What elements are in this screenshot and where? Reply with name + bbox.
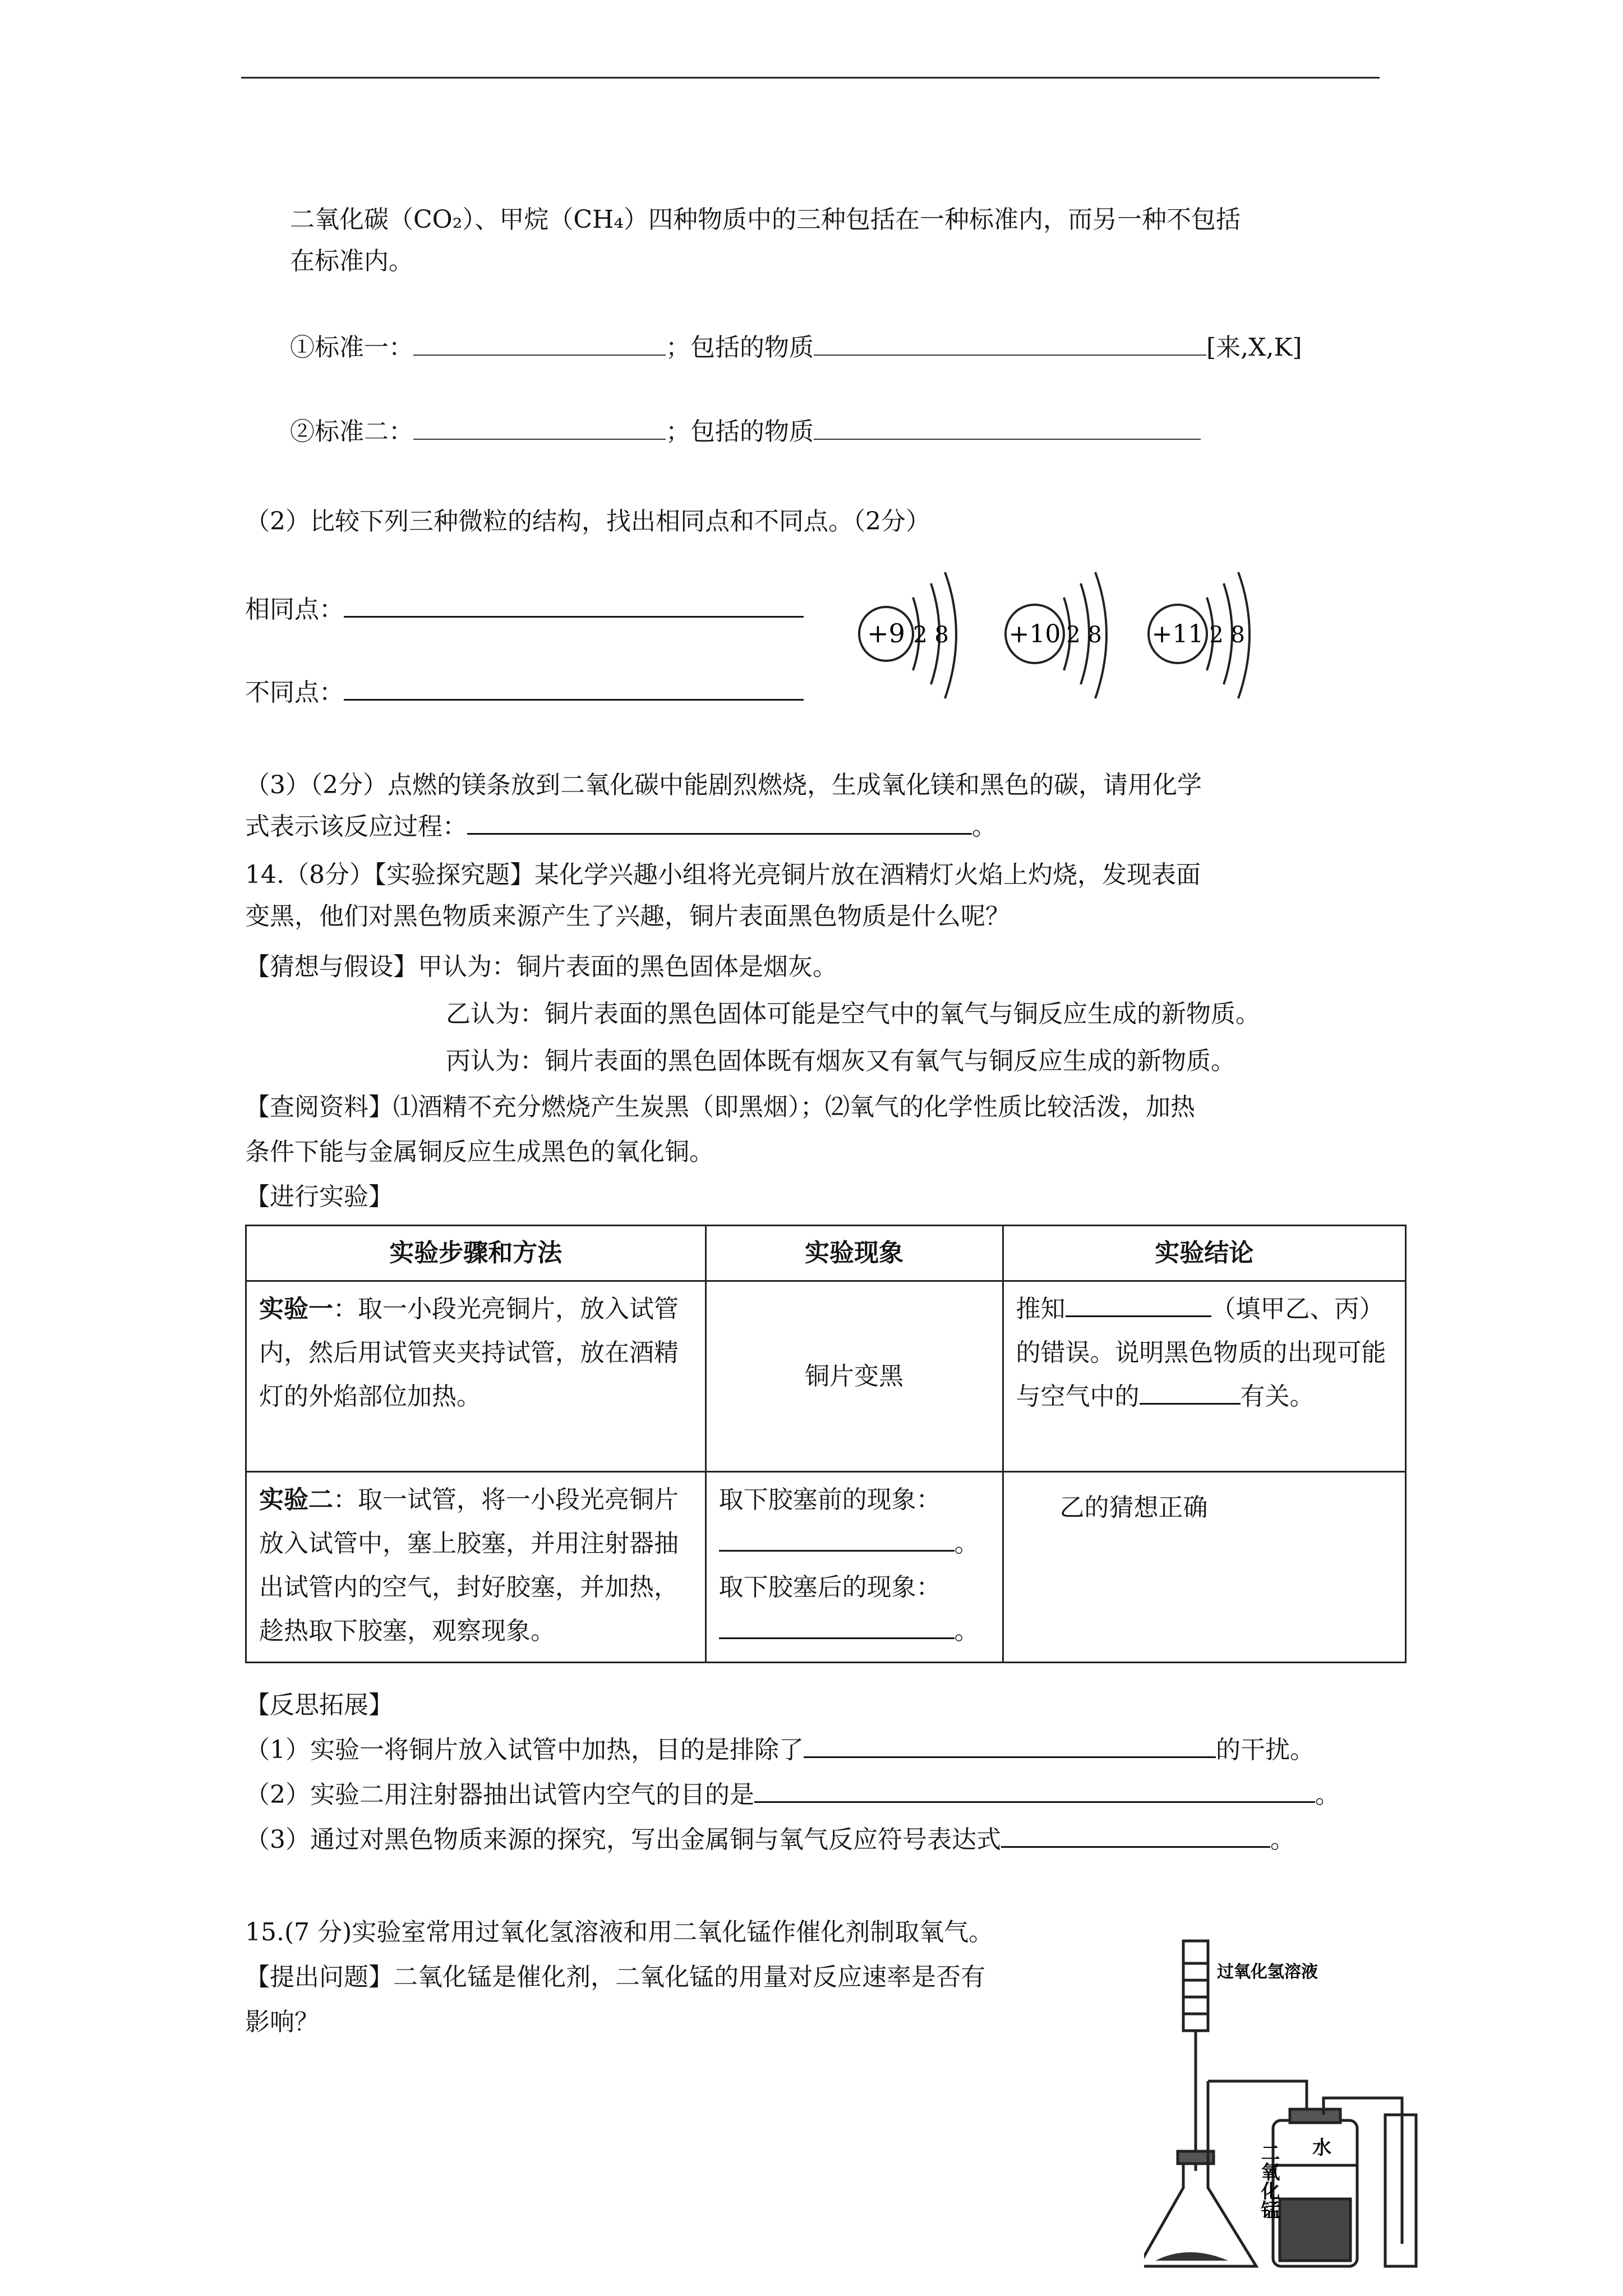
diff-point-label: 不同点： [245, 678, 344, 707]
hypothesis-bing: 丙认为：铜片表面的黑色固体既有烟灰又有氧气与铜反应生成的新物质。 [446, 1047, 1235, 1075]
reflection-2-period: 。 [1315, 1780, 1340, 1809]
exp2-conclusion: 乙的猜想正确 [1003, 1472, 1406, 1663]
reflection-3 [245, 1823, 1295, 1857]
hypothesis-yi: 乙认为：铜片表面的黑色固体可能是空气中的氧气与铜反应生成的新物质。 [446, 1000, 1260, 1028]
exp2-before-line [719, 1522, 990, 1566]
q13-part3-line1: （3）（2分）点燃的镁条放到二氧化碳中能剧烈燃烧，生成氧化镁和黑色的碳，请用化学 [245, 771, 1202, 799]
exp1-steps-cell [246, 1281, 706, 1472]
table-row-experiment-one [246, 1281, 1406, 1472]
standard-one [290, 331, 1302, 365]
standard-two-blank[interactable] [413, 416, 666, 440]
experiment-table [245, 1225, 1407, 1663]
header-conclusion: 实验结论 [1003, 1226, 1406, 1281]
atom-diagram-2 [1006, 572, 1106, 698]
atom-structure-diagrams [847, 567, 1295, 718]
conical-flask-icon [1144, 2160, 1256, 2266]
standard-two-mid: ；包括的物质 [666, 417, 814, 446]
header-rule [241, 77, 1380, 79]
same-point-label: 相同点： [245, 595, 344, 624]
exp2-before-period: 。 [954, 1529, 979, 1558]
exp1-person-blank[interactable] [1066, 1293, 1211, 1317]
exp1-phenomenon: 铜片变黑 [706, 1281, 1003, 1472]
atom-3-shells: 2 8 [1209, 622, 1245, 648]
exp1-concl-a: 推知 [1016, 1295, 1066, 1323]
exp2-label: 实验二 [259, 1485, 333, 1514]
standard-one-label: ①标准一： [290, 333, 413, 362]
standard-one-blank[interactable] [413, 332, 666, 356]
reflection-1-blank[interactable] [804, 1734, 1216, 1758]
q13-line1: 二氧化碳（CO₂）、甲烷（CH₄）四种物质中的三种包括在一种标准内，而另一种不包括 [290, 205, 1241, 234]
exp1-label: 实验一 [259, 1295, 333, 1323]
reflection-1-a: （1）实验一将铜片放入试管中加热，目的是排除了 [245, 1736, 804, 1764]
atom-1-shells: 2 8 [913, 622, 949, 648]
atom-1-nucleus: +9 [867, 618, 905, 648]
atom-2-shells: 2 8 [1066, 622, 1102, 648]
dropping-funnel-icon [1183, 1941, 1208, 2031]
reflection-1 [245, 1733, 1315, 1767]
q14-line2: 变黑，他们对黑色物质来源产生了兴趣，铜片表面黑色物质是什么呢？ [245, 902, 1010, 931]
exp2-steps-cell [246, 1472, 706, 1663]
experiment-title: 【进行实验】 [245, 1182, 393, 1211]
label-mno2: 二氧化锰 [1257, 2143, 1280, 2219]
same-point-blank[interactable] [344, 593, 804, 618]
table-row-experiment-two [246, 1472, 1406, 1663]
q13-line2: 在标准内。 [290, 247, 413, 275]
part3-end: 。 [972, 812, 997, 841]
reaction-equation-blank[interactable] [467, 811, 972, 835]
exp2-steps: ：取一试管，将一小段光亮铜片放入试管中，塞上胶塞，并用注射器抽出试管内的空气，封好胶塞，并加热，趁热取下胶塞，观察现象。 [259, 1485, 679, 1645]
diff-point [245, 676, 804, 710]
standard-two-label: ②标准二： [290, 417, 413, 446]
standard-two-substances-blank[interactable] [814, 416, 1201, 440]
reference-line1: 【查阅资料】⑴酒精不充分燃烧产生炭黑（即黑烟）；⑵氧气的化学性质比较活泼，加热 [245, 1093, 1195, 1121]
reflection-2-blank[interactable] [754, 1779, 1315, 1803]
part3-label: 式表示该反应过程： [245, 812, 467, 841]
exp1-concl-c: 有关。 [1240, 1382, 1315, 1411]
reflection-1-b: 的干扰。 [1216, 1736, 1315, 1764]
q15-line1: 15.(7 分)实验室常用过氧化氢溶液和用二氧化锰作催化剂制取氧气。 [245, 1918, 994, 1947]
atom-2-nucleus: +10 [1008, 620, 1061, 648]
reflection-3-text: （3）通过对黑色物质来源的探究，写出金属铜与氧气反应符号表达式 [245, 1825, 1001, 1854]
exp2-before-label: 取下胶塞前的现象： [718, 1485, 941, 1514]
standard-two [290, 415, 1201, 449]
atom-diagram-3 [1149, 572, 1249, 698]
exp2-after-period: 。 [954, 1617, 979, 1645]
q14-line1: 14.（8分）【实验探究题】某化学兴趣小组将光亮铜片放在酒精灯火焰上灼烧，发现表面 [245, 861, 1201, 889]
standard-one-mid: ；包括的物质 [666, 333, 814, 362]
standard-one-tail: [来,X,K] [1206, 333, 1302, 362]
hypothesis-jia: 【猜想与假设】甲认为：铜片表面的黑色固体是烟灰。 [245, 953, 837, 981]
exp1-air-blank[interactable] [1140, 1381, 1241, 1405]
reflection-3-blank[interactable] [1001, 1824, 1270, 1848]
q13-part3-line2 [245, 810, 997, 844]
exp1-conclusion-cell [1003, 1281, 1406, 1472]
q15-line2: 【提出问题】二氧化锰是催化剂，二氧化锰的用量对反应速率是否有 [245, 1963, 985, 1991]
label-water: 水 [1312, 2137, 1331, 2159]
diff-point-blank[interactable] [344, 677, 804, 701]
atom-3-nucleus: +11 [1151, 620, 1204, 648]
same-point [245, 593, 804, 627]
reference-line2: 条件下能与金属铜反应生成黑色的氧化铜。 [245, 1138, 714, 1166]
atom-diagram-1 [859, 572, 956, 698]
reflection-3-period: 。 [1270, 1825, 1295, 1854]
exp2-after-blank[interactable] [719, 1615, 955, 1639]
reflection-title: 【反思拓展】 [245, 1691, 393, 1719]
oxygen-apparatus-figure [1144, 1930, 1424, 2277]
q15-line3: 影响？ [245, 2008, 319, 2036]
q13-part2: （2）比较下列三种微粒的结构，找出相同点和不同点。（2分） [245, 507, 930, 536]
exp1-concl-b: （填甲乙、丙）的错误。说明黑色物质的出现可能与空气中的 [1016, 1295, 1386, 1411]
exp2-after-line [719, 1609, 990, 1653]
exp1-steps: ：取一小段光亮铜片，放入试管内，然后用试管夹夹持试管，放在酒精灯的外焰部位加热。 [259, 1295, 679, 1411]
exp2-before-blank[interactable] [719, 1527, 955, 1552]
header-steps: 实验步骤和方法 [246, 1226, 706, 1281]
standard-one-substances-blank[interactable] [814, 332, 1206, 356]
reflection-2-text: （2）实验二用注射器抽出试管内空气的目的是 [245, 1780, 754, 1809]
label-h2o2-solution: 过氧化氢溶液 [1217, 1962, 1318, 1982]
exp2-phenomenon-cell [706, 1472, 1003, 1663]
table-header-row [246, 1226, 1406, 1281]
exp2-after-label: 取下胶塞后的现象： [718, 1573, 941, 1602]
header-phenomenon: 实验现象 [706, 1226, 1003, 1281]
reflection-2 [245, 1778, 1340, 1812]
